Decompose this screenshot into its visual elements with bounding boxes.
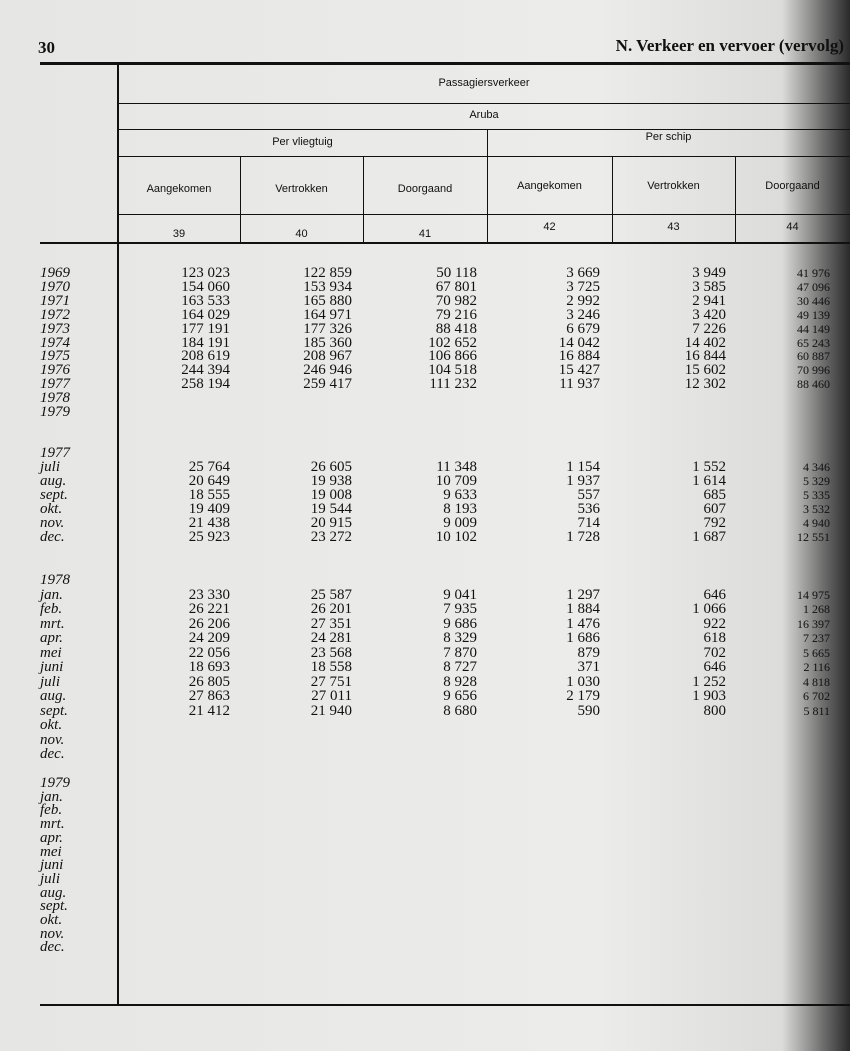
table-cell: 88 460 bbox=[797, 377, 830, 392]
table-cell: 21 940 bbox=[310, 702, 352, 719]
table-cell: 246 946 bbox=[303, 362, 352, 379]
table-cell: 9 656 bbox=[443, 688, 477, 704]
column-header: Aangekomen bbox=[146, 183, 212, 195]
table-cell: 2 116 bbox=[803, 660, 830, 674]
table-cell: 5 665 bbox=[803, 645, 830, 660]
rule bbox=[118, 156, 850, 157]
table-cell: 16 844 bbox=[684, 348, 726, 365]
table-cell: 7 237 bbox=[803, 631, 830, 645]
table-cell: 5 329 bbox=[803, 474, 830, 488]
row-label: 1969 bbox=[40, 265, 70, 281]
table-cell: 792 bbox=[703, 515, 726, 531]
row-label: 1976 bbox=[40, 362, 70, 379]
table-cell: 1 154 bbox=[566, 459, 600, 475]
table-cell: 79 216 bbox=[435, 306, 477, 323]
table-cell: 371 bbox=[577, 659, 600, 675]
table-cell: 244 394 bbox=[181, 362, 230, 379]
row-label: aug. bbox=[40, 884, 67, 901]
table-cell: 4 940 bbox=[803, 516, 830, 530]
table-cell: 6 679 bbox=[566, 320, 600, 337]
table-cell: 5 811 bbox=[803, 703, 830, 718]
column-header: Doorgaand bbox=[397, 183, 453, 195]
table-cell: 8 680 bbox=[443, 702, 477, 719]
table-cell: 111 232 bbox=[429, 376, 477, 393]
table-cell: 1 687 bbox=[692, 529, 726, 545]
row-label: feb. bbox=[40, 601, 63, 617]
table-cell: 6 702 bbox=[803, 689, 830, 703]
table-cell: 88 418 bbox=[435, 320, 477, 337]
table-cell: 14 402 bbox=[684, 334, 726, 351]
table-cell: 5 335 bbox=[803, 488, 830, 502]
table-cell: 23 272 bbox=[310, 529, 352, 545]
header-bottom-rule bbox=[40, 242, 850, 244]
table-cell: 590 bbox=[577, 702, 600, 719]
table-cell: 800 bbox=[703, 702, 726, 719]
table-cell: 1 614 bbox=[692, 473, 726, 489]
table-cell: 14 975 bbox=[797, 587, 830, 602]
table-cell: 11 937 bbox=[559, 376, 600, 393]
table-cell: 18 693 bbox=[188, 659, 230, 675]
table-cell: 8 329 bbox=[443, 630, 477, 646]
table-cell: 7 870 bbox=[443, 644, 477, 661]
table-cell: 27 351 bbox=[310, 615, 352, 632]
row-label: nov. bbox=[40, 925, 65, 942]
table-cell: 8 193 bbox=[443, 501, 477, 517]
table-cell: 1 066 bbox=[692, 601, 726, 617]
table-cell: 26 605 bbox=[310, 459, 352, 475]
row-label: 1970 bbox=[40, 278, 70, 295]
table-cell: 23 568 bbox=[310, 644, 352, 661]
row-label: okt. bbox=[40, 501, 63, 517]
row-label: dec. bbox=[40, 746, 65, 762]
table-cell: 9 633 bbox=[443, 487, 477, 503]
row-label: apr. bbox=[40, 630, 63, 646]
table-cell: 67 801 bbox=[435, 278, 477, 295]
column-number: 39 bbox=[172, 228, 186, 240]
table-cell: 1 297 bbox=[566, 586, 600, 603]
rule bbox=[118, 214, 850, 215]
table-cell: 208 619 bbox=[181, 348, 230, 365]
table-cell: 153 934 bbox=[303, 278, 352, 295]
table-cell: 164 029 bbox=[181, 306, 230, 323]
table-cell: 922 bbox=[703, 615, 726, 632]
table-cell: 714 bbox=[577, 515, 600, 531]
row-label: jan. bbox=[40, 788, 63, 805]
rule bbox=[118, 129, 850, 130]
table-cell: 15 602 bbox=[684, 362, 726, 379]
row-label: juni bbox=[40, 659, 64, 675]
row-label: 1973 bbox=[40, 320, 70, 337]
table-cell: 618 bbox=[703, 630, 726, 646]
table-cell: 1 728 bbox=[566, 529, 600, 545]
column-number: 44 bbox=[786, 221, 799, 233]
row-label: mei bbox=[40, 644, 62, 661]
table-cell: 26 221 bbox=[188, 601, 230, 617]
table-cell: 12 551 bbox=[797, 530, 830, 544]
row-label: dec. bbox=[40, 939, 65, 956]
table-top-rule bbox=[40, 62, 850, 65]
row-label: apr. bbox=[40, 829, 63, 846]
row-label: 1971 bbox=[40, 292, 70, 309]
table-cell: 49 139 bbox=[797, 307, 830, 322]
row-label: aug. bbox=[40, 473, 67, 489]
row-label: juni bbox=[40, 857, 64, 874]
row-label: juli bbox=[40, 459, 61, 475]
table-cell: 50 118 bbox=[436, 265, 477, 281]
row-label: mrt. bbox=[40, 816, 65, 833]
row-label: sept. bbox=[40, 487, 68, 503]
row-label: nov. bbox=[40, 731, 65, 748]
column-number: 42 bbox=[543, 221, 556, 233]
table-cell: 163 533 bbox=[181, 292, 230, 309]
table-cell: 3 246 bbox=[566, 306, 600, 323]
row-label: aug. bbox=[40, 688, 67, 704]
table-cell: 3 585 bbox=[692, 278, 726, 295]
table-cell: 557 bbox=[577, 487, 600, 503]
table-cell: 12 302 bbox=[684, 376, 726, 393]
table-cell: 26 201 bbox=[310, 601, 352, 617]
table-cell: 879 bbox=[577, 644, 600, 661]
stub-divider bbox=[117, 62, 119, 1006]
table-cell: 7 226 bbox=[692, 320, 726, 337]
table-cell: 184 191 bbox=[181, 334, 230, 351]
table-cell: 21 438 bbox=[188, 515, 230, 531]
table-cell: 26 206 bbox=[188, 615, 230, 632]
column-number: 43 bbox=[667, 221, 680, 233]
column-header: Doorgaand bbox=[765, 180, 820, 192]
table-cell: 3 669 bbox=[566, 265, 600, 281]
table-cell: 258 194 bbox=[181, 376, 230, 393]
table-cell: 26 805 bbox=[188, 673, 230, 690]
table-cell: 22 056 bbox=[188, 644, 230, 661]
column-header: Aangekomen bbox=[517, 180, 582, 192]
row-label: okt. bbox=[40, 717, 63, 733]
table-cell: 3 420 bbox=[692, 306, 726, 323]
table-cell: 10 102 bbox=[435, 529, 477, 545]
table-cell: 4 346 bbox=[803, 460, 830, 474]
column-header: Vertrokken bbox=[275, 183, 328, 195]
row-label: 1977 bbox=[40, 376, 70, 393]
row-label: mrt. bbox=[40, 615, 65, 632]
table-cell: 18 555 bbox=[188, 487, 230, 503]
table-cell: 102 652 bbox=[428, 334, 477, 351]
table-cell: 65 243 bbox=[797, 335, 830, 350]
column-number: 41 bbox=[418, 228, 432, 240]
table-cell: 702 bbox=[703, 644, 726, 661]
table-cell: 25 923 bbox=[188, 529, 230, 545]
table-cell: 3 725 bbox=[566, 278, 600, 295]
table-cell: 14 042 bbox=[558, 334, 600, 351]
page-number: 30 bbox=[38, 38, 55, 57]
table-cell: 20 915 bbox=[310, 515, 352, 531]
page-title: N. Verkeer en vervoer (vervolg) bbox=[615, 36, 844, 55]
table-cell: 30 446 bbox=[797, 293, 830, 308]
table-cell: 646 bbox=[703, 586, 726, 603]
table-cell: 27 011 bbox=[311, 688, 352, 704]
table-cell: 3 532 bbox=[803, 502, 830, 516]
table-cell: 16 884 bbox=[558, 348, 600, 365]
header-aruba: Aruba bbox=[469, 109, 499, 121]
table-cell: 44 149 bbox=[797, 321, 830, 336]
table-cell: 1 268 bbox=[803, 602, 830, 616]
table-cell: 19 544 bbox=[310, 501, 352, 517]
table-cell: 1 903 bbox=[692, 688, 726, 704]
row-label: juli bbox=[40, 870, 61, 887]
header-passagiersverkeer: Passagiersverkeer bbox=[438, 77, 530, 89]
table-cell: 122 859 bbox=[303, 265, 352, 281]
row-label: sept. bbox=[40, 898, 68, 915]
table-cell: 165 880 bbox=[303, 292, 352, 309]
section-label: 1978 bbox=[40, 572, 70, 588]
table-cell: 24 281 bbox=[310, 630, 352, 646]
table-cell: 106 866 bbox=[428, 348, 477, 365]
table-cell: 23 330 bbox=[188, 586, 230, 603]
table-cell: 2 941 bbox=[692, 292, 726, 309]
table-cell: 177 326 bbox=[303, 320, 352, 337]
table-cell: 123 023 bbox=[181, 265, 230, 281]
row-label: 1974 bbox=[40, 334, 70, 351]
table-cell: 70 996 bbox=[797, 363, 830, 378]
table-cell: 16 397 bbox=[797, 616, 830, 631]
table-cell: 1 476 bbox=[566, 615, 600, 632]
table-cell: 154 060 bbox=[181, 278, 230, 295]
row-label: mei bbox=[40, 843, 62, 860]
column-number: 40 bbox=[295, 228, 308, 240]
section-label: 1977 bbox=[40, 445, 70, 461]
header-per-vliegtuig: Per vliegtuig bbox=[272, 136, 333, 148]
section-label: 1979 bbox=[40, 775, 70, 791]
row-label: 1978 bbox=[40, 390, 70, 407]
table-cell: 27 863 bbox=[188, 688, 230, 704]
table-cell: 177 191 bbox=[181, 320, 230, 337]
table-cell: 25 764 bbox=[188, 459, 230, 475]
table-cell: 18 558 bbox=[310, 659, 352, 675]
table-cell: 3 949 bbox=[692, 265, 726, 281]
table-cell: 8 727 bbox=[443, 659, 477, 675]
table-cell: 1 030 bbox=[566, 673, 600, 690]
table-cell: 11 348 bbox=[436, 459, 477, 475]
table-cell: 9 686 bbox=[443, 615, 477, 632]
table-cell: 685 bbox=[703, 487, 726, 503]
row-label: nov. bbox=[40, 515, 65, 531]
table-cell: 1 884 bbox=[566, 601, 600, 617]
table-cell: 208 967 bbox=[303, 348, 352, 365]
table-cell: 1 686 bbox=[566, 630, 600, 646]
table-cell: 70 982 bbox=[435, 292, 477, 309]
row-label: okt. bbox=[40, 912, 63, 928]
table-cell: 164 971 bbox=[303, 306, 352, 323]
row-label: dec. bbox=[40, 529, 65, 545]
table-cell: 24 209 bbox=[188, 630, 230, 646]
table-cell: 25 587 bbox=[310, 586, 352, 603]
table-cell: 536 bbox=[577, 501, 600, 517]
table-cell: 185 360 bbox=[303, 334, 352, 351]
table-cell: 20 649 bbox=[188, 473, 230, 489]
row-label: jan. bbox=[40, 586, 63, 603]
table-cell: 60 887 bbox=[797, 349, 830, 364]
table-cell: 2 179 bbox=[566, 688, 600, 704]
table-cell: 607 bbox=[703, 501, 726, 517]
table-cell: 9 009 bbox=[443, 515, 477, 531]
table-cell: 8 928 bbox=[443, 673, 477, 690]
rule bbox=[118, 103, 850, 104]
table-cell: 15 427 bbox=[558, 362, 600, 379]
table-cell: 27 751 bbox=[310, 673, 352, 690]
table-bottom-rule bbox=[40, 1004, 850, 1006]
table-cell: 1 252 bbox=[692, 673, 726, 690]
table-cell: 10 709 bbox=[435, 473, 477, 489]
column-header: Vertrokken bbox=[647, 180, 700, 192]
table-cell: 47 096 bbox=[797, 279, 830, 294]
table-cell: 7 935 bbox=[443, 601, 477, 617]
row-label: 1975 bbox=[40, 348, 70, 365]
table-cell: 259 417 bbox=[303, 376, 352, 393]
table-cell: 1 552 bbox=[692, 459, 726, 475]
table-cell: 19 008 bbox=[310, 487, 352, 503]
row-label: juli bbox=[40, 673, 61, 690]
table-cell: 41 976 bbox=[797, 266, 830, 280]
table-cell: 19 409 bbox=[188, 501, 230, 517]
table-cell: 646 bbox=[703, 659, 726, 675]
header-per-schip: Per schip bbox=[645, 131, 692, 143]
table-cell: 4 818 bbox=[803, 674, 830, 689]
table-cell: 21 412 bbox=[188, 702, 230, 719]
row-label: 1979 bbox=[40, 404, 70, 420]
row-label: feb. bbox=[40, 802, 63, 819]
table-cell: 19 938 bbox=[310, 473, 352, 489]
table-cell: 104 518 bbox=[428, 362, 477, 379]
row-label: sept. bbox=[40, 702, 68, 719]
table-cell: 1 937 bbox=[566, 473, 600, 489]
table-cell: 9 041 bbox=[443, 586, 477, 603]
row-label: 1972 bbox=[40, 306, 70, 323]
table-cell: 2 992 bbox=[566, 292, 600, 309]
